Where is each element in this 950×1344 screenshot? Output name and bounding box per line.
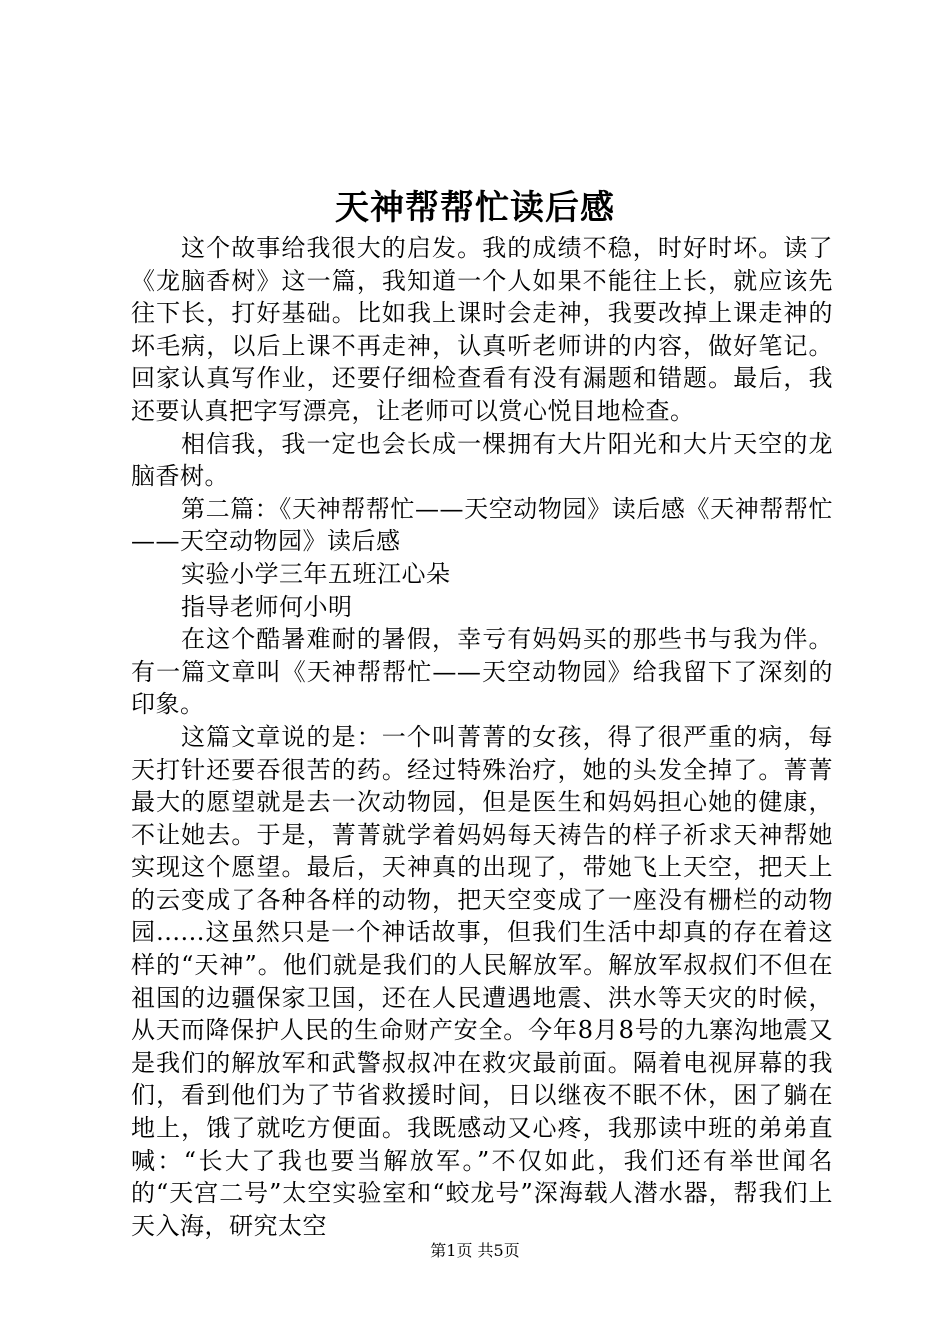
paragraph-7: 这篇文章说的是：一个叫菁菁的女孩，得了很严重的病，每天打针还要吞很苦的药。经过特殊治疗，她的头发全掉了。菁菁最大的愿望就是去一次动物园，但是医生和妈妈担心她的健康，不让她去。于是，菁菁就学着妈妈每天祷告的样子祈求天神帮她实现这个愿望。最后，天神真的出现了，带她飞上天空，把天上的云变成了各种各样的动物，把天空变成了一座没有栅栏的动物园......这虽然只是一个神话故事，但我们生活中却真的存在着这样的“天神”。他们就是我们的人民解放军。解放军叔叔们不但在祖国的边疆保家卫国，还在人民遭遇地震、洪水等天灾的时候，从天而降保护人民的生命财产安全。今年8月8号的九寨沟地震又是我们的解放军和武警叔叔冲在救灾最前面。隔着电视屏幕的我们，看到他们为了节省救援时间，日以继夜不眠不休，困了躺在地上，饿了就吃方便面。我既感动又心疼，我那读中班的弟弟直喊：“长大了我也要当解放军。”不仅如此，我们还有举世闻名的“天宫二号”太空实验室和“蛟龙号”深海载人潜水器，帮我们上天入海，研究太空 (131, 722, 833, 1240)
teacher-line: 指导老师何小明 (181, 592, 353, 621)
paragraph-2: 相信我，我一定也会长成一棵拥有大片阳光和大片天空的龙脑香树。 (131, 429, 833, 491)
paragraph-3: 第二篇：《天神帮帮忙——天空动物园》读后感《天神帮帮忙——天空动物园》读后感 (131, 494, 833, 556)
paragraph-1: 这个故事给我很大的启发。我的成绩不稳，时好时坏。读了《龙脑香树》这一篇，我知道一个人如果不能往上长，就应该先往下长，打好基础。比如我上课时会走神，我要改掉上课走神的坏毛病，以后上课不再走神，认真听老师讲的内容，做好笔记。回家认真写作业，还要仔细检查看有没有漏题和错题。最后，我还要认真把字写漂亮，让老师可以赏心悦目地检查。 (131, 234, 833, 425)
paragraph-6: 在这个酷暑难耐的暑假，幸亏有妈妈买的那些书与我为伴。有一篇文章叫《天神帮帮忙——天空动物园》给我留下了深刻的印象。 (131, 625, 833, 719)
page-footer: 第1页 共5页 (430, 1241, 520, 1260)
author-line: 实验小学三年五班江心朵 (181, 559, 451, 588)
document-title: 天神帮帮忙读后感 (335, 188, 615, 228)
document-body (131, 232, 833, 1242)
